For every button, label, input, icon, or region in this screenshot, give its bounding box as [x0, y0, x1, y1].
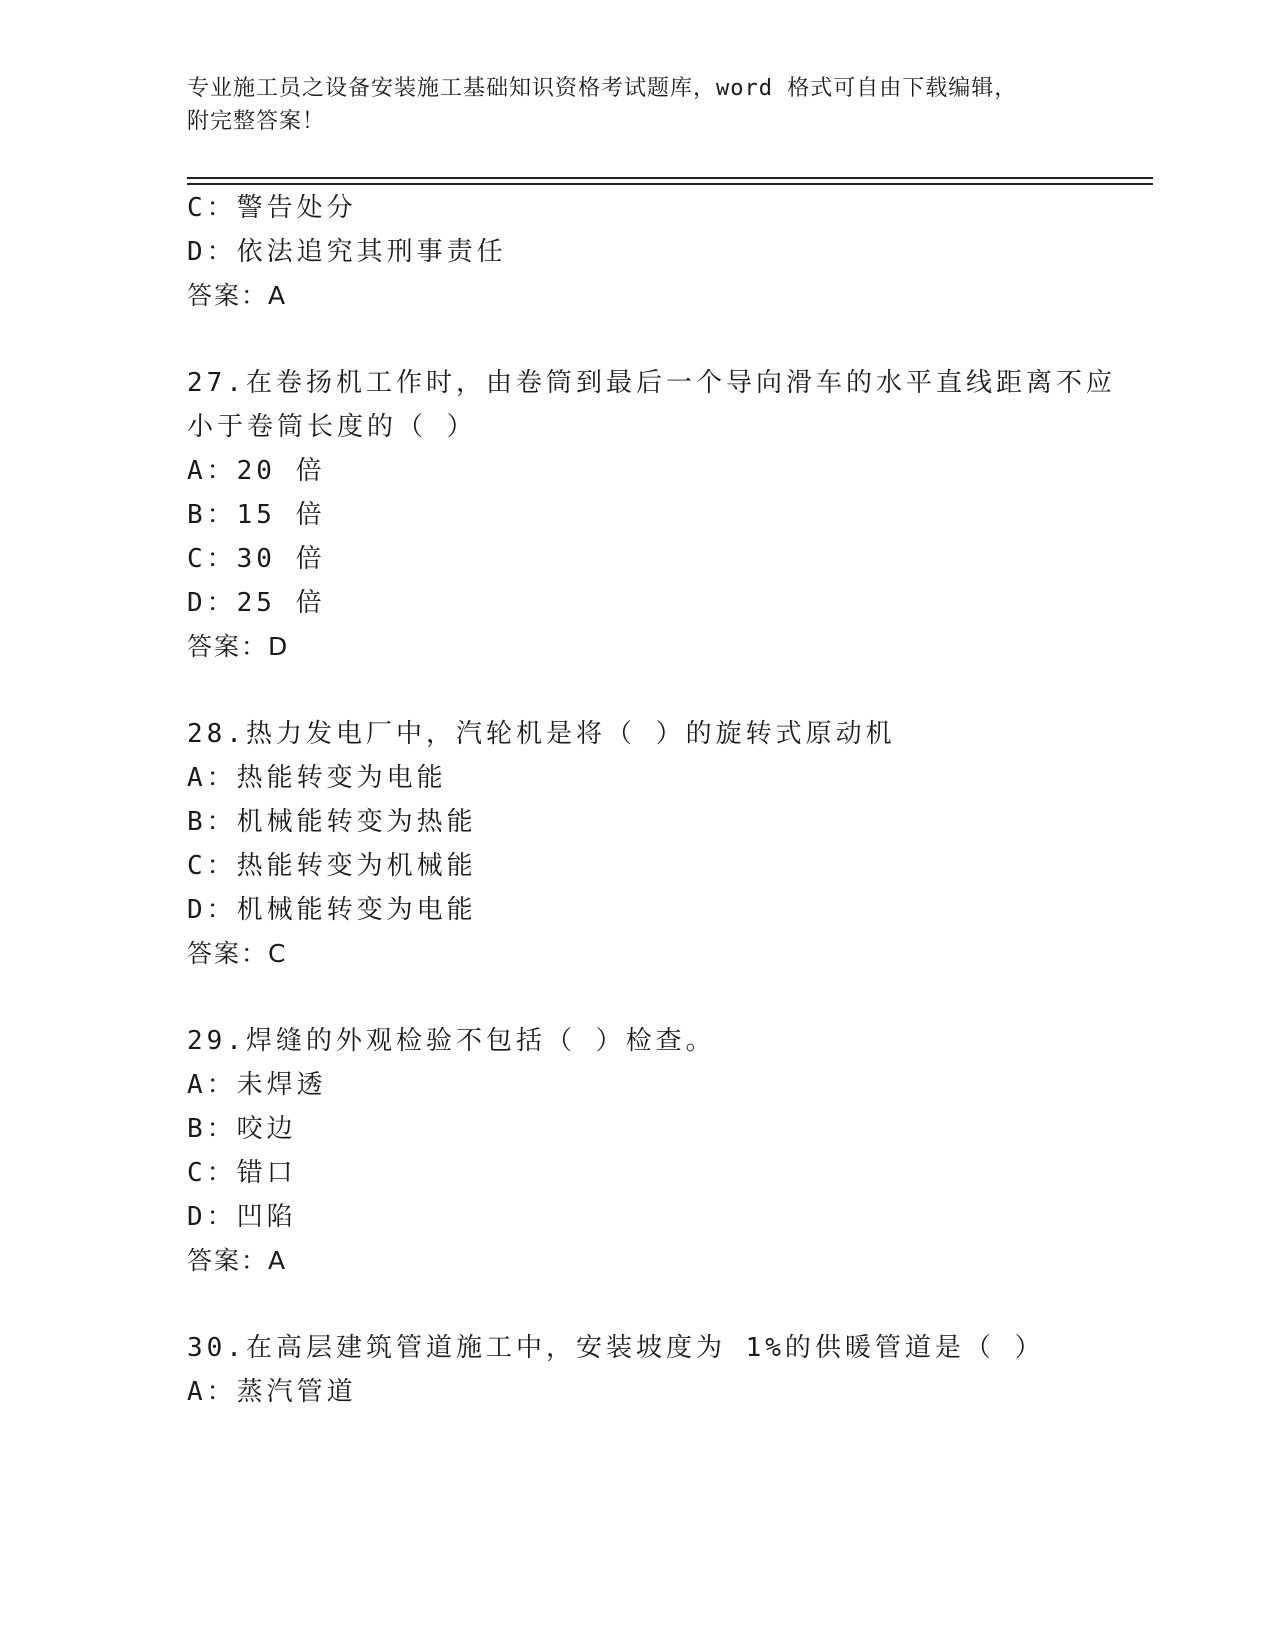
- q27-option-d: D：25 倍: [187, 588, 326, 618]
- header-line-2: 附完整答案！: [187, 109, 326, 134]
- q29-option-d: D：凹陷: [187, 1202, 297, 1232]
- document-header: [187, 72, 1067, 138]
- q28-option-c: C：热能转变为机械能: [187, 851, 477, 881]
- header-line-1: 专业施工员之设备安装施工基础知识资格考试题库，word 格式可自由下载编辑，: [187, 76, 1018, 101]
- q28-option-a: A：热能转变为电能: [187, 763, 447, 793]
- q30-stem: 30.在高层建筑管道施工中，安装坡度为 1%的供暖管道是（ ）: [187, 1333, 1045, 1363]
- q26-option-c: C：警告处分: [187, 193, 357, 223]
- q27-option-c: C：30 倍: [187, 544, 326, 574]
- q29-option-a: A：未焊透: [187, 1070, 327, 1100]
- q28-option-b: B：机械能转变为热能: [187, 807, 477, 837]
- q27-stem-line-2: 小于卷筒长度的（ ）: [187, 412, 477, 442]
- q26-option-d: D：依法追究其刑事责任: [187, 237, 507, 267]
- q29-option-b: B：咬边: [187, 1114, 297, 1144]
- q27-option-a: A：20 倍: [187, 456, 326, 486]
- q27-answer: 答案：D: [187, 632, 290, 661]
- q29-answer: 答案：A: [187, 1246, 288, 1275]
- q29-option-c: C：错口: [187, 1158, 297, 1188]
- q27-stem-line-1: 27.在卷扬机工作时，由卷筒到最后一个导向滑车的水平直线距离不应: [187, 368, 1116, 398]
- q27-option-b: B：15 倍: [187, 500, 326, 530]
- header-divider-top: [187, 177, 1153, 179]
- q28-answer: 答案：C: [187, 939, 288, 968]
- q29-stem: 29.焊缝的外观检验不包括（ ）检查。: [187, 1026, 716, 1056]
- q28-option-d: D：机械能转变为电能: [187, 895, 477, 925]
- q28-stem: 28.热力发电厂中，汽轮机是将（ ）的旋转式原动机: [187, 719, 896, 749]
- q26-answer: 答案：A: [187, 281, 288, 310]
- header-divider-bottom: [187, 183, 1153, 185]
- q30-option-a: A：蒸汽管道: [187, 1377, 357, 1407]
